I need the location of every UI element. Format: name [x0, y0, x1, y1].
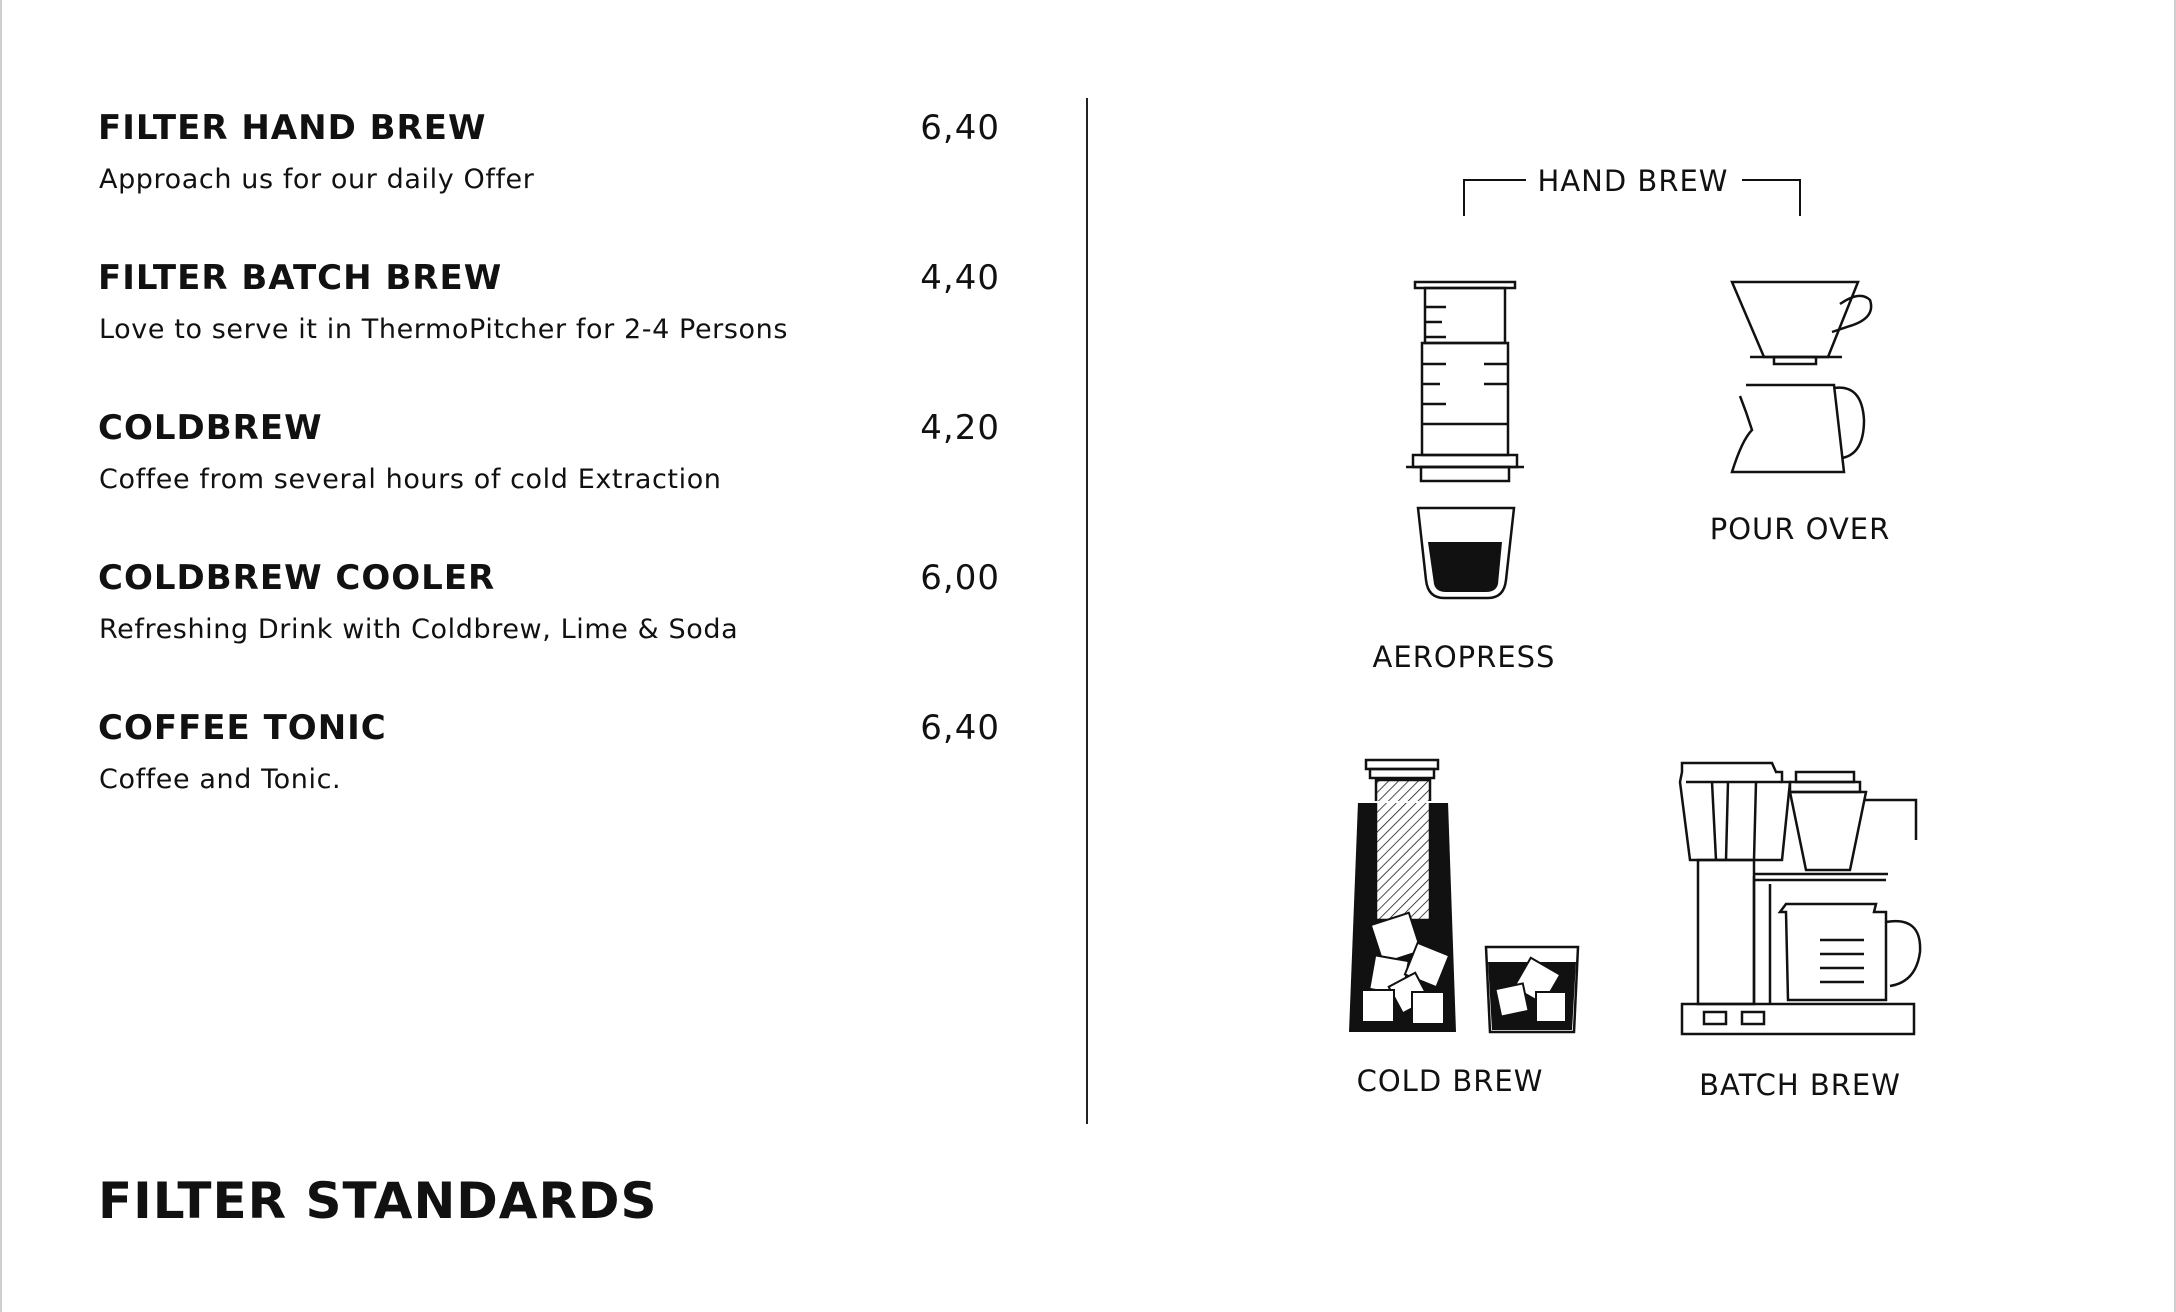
menu-item: [98, 708, 1000, 858]
item-price: 6,40: [920, 708, 1000, 748]
item-price: 4,40: [920, 258, 1000, 298]
item-name: COFFEE TONIC: [98, 708, 387, 748]
menu-list: [98, 108, 1000, 858]
item-price: 6,40: [920, 108, 1000, 148]
item-price: 6,00: [920, 558, 1000, 598]
item-name: FILTER HAND BREW: [98, 108, 487, 148]
pour-over-icon: [1732, 282, 1871, 472]
item-description: Approach us for our daily Offer: [99, 164, 535, 195]
item-name: COLDBREW: [98, 408, 323, 448]
hand-brew-label: HAND BREW: [1537, 164, 1729, 198]
page-edge-left: [0, 0, 2, 1312]
item-name: FILTER BATCH BREW: [98, 258, 503, 298]
item-description: Coffee and Tonic.: [99, 764, 342, 795]
item-description: Love to serve it in ThermoPitcher for 2-4 Persons: [99, 314, 789, 345]
menu-item: [98, 408, 1000, 558]
item-description: Coffee from several hours of cold Extraction: [99, 464, 722, 495]
item-price: 4,20: [920, 408, 1000, 448]
section-title: FILTER STANDARDS: [98, 1172, 658, 1230]
cold-brew-label: COLD BREW: [1356, 1064, 1544, 1098]
column-divider: [1086, 98, 1088, 1124]
batch-brew-label: BATCH BREW: [1699, 1068, 1901, 1102]
menu-item: [98, 108, 1000, 258]
pour-over-label: POUR OVER: [1709, 512, 1891, 546]
menu-item: [98, 558, 1000, 708]
aeropress-coffee-fill: [1428, 542, 1502, 592]
cold-brew-icon: [1349, 760, 1578, 1032]
item-description: Refreshing Drink with Coldbrew, Lime & Soda: [99, 614, 739, 645]
batch-brewer-icon: [1680, 763, 1920, 1034]
menu-item: [98, 258, 1000, 408]
aeropress-label: AEROPRESS: [1372, 640, 1556, 674]
item-name: COLDBREW COOLER: [98, 558, 496, 598]
